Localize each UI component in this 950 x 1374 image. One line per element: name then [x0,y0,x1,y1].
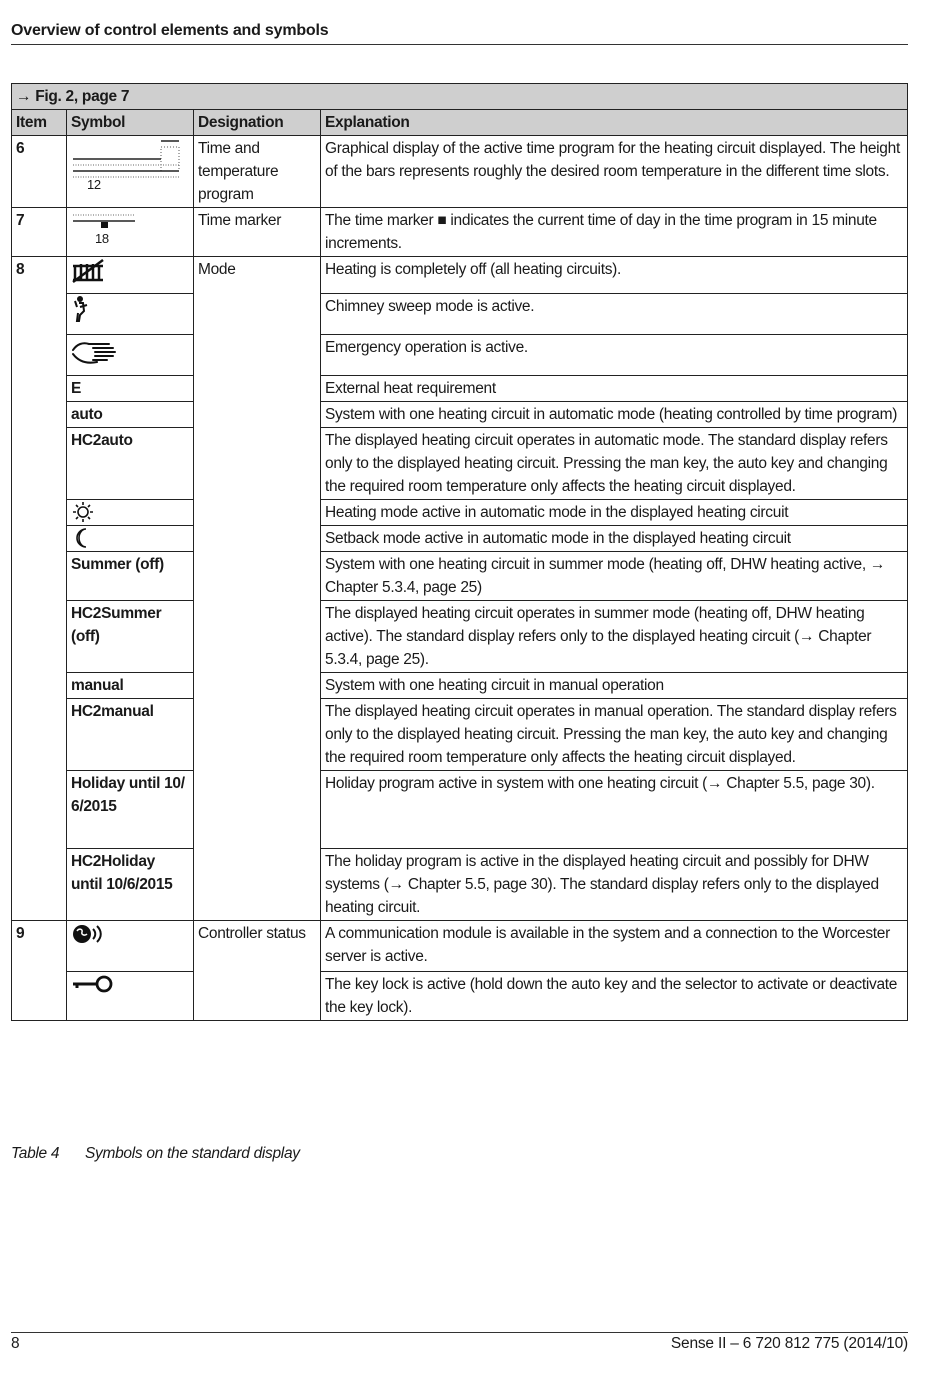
symbol-text: HC2auto [67,428,194,500]
symbol-text: manual [67,673,194,699]
chimney-sweep-icon [71,295,91,323]
emergency-hand-icon [71,336,121,366]
heating-off-icon [71,258,105,284]
symbol-text: HC2Summer (off) [67,601,194,673]
time-axis-label: 18 [95,231,109,246]
header-item: Item [12,110,67,136]
symbol-cell [67,972,194,1021]
table-row [12,428,908,500]
page-header: Overview of control elements and symbols [11,22,908,45]
symbol-cell [67,208,194,257]
symbol-cell [67,500,194,526]
header-explanation: Explanation [321,110,908,136]
explanation: Heating mode active in automatic mode in the displayed heating circuit [321,500,908,526]
explanation: Emergency operation is active. [321,335,908,376]
explanation: The displayed heating circuit operates in manual operation. The standard display refers only to the displayed heating circuit. Pressing the man key, the auto key and changing the required room temperature only affects the heating circuit displayed. [321,699,908,771]
explanation: Chimney sweep mode is active. [321,294,908,335]
symbol-cell [67,294,194,335]
designation: Time marker [194,208,321,257]
designation: Controller status [194,921,321,1021]
item-number: 9 [12,921,67,1021]
designation: Time and temperature program [194,136,321,208]
explanation: The displayed heating circuit operates in automatic mode. The standard display refers only to the displayed heating circuit. Pressing the man key, the auto key and changing the required room temperature only affects the heating circuit displayed. [321,428,908,500]
key-lock-icon [71,973,115,995]
explanation: Holiday program active in system with one heating circuit (→ Chapter 5.5, page 30). [321,771,908,849]
table-row [12,552,908,601]
explanation: Heating is completely off (all heating circuits). [321,257,908,294]
moon-icon [71,527,95,549]
sun-icon [71,501,95,523]
symbol-text: Holiday until 10/ 6/2015 [67,771,194,849]
explanation: A communication module is available in the system and a connection to the Worcester server is active. [321,921,908,972]
table-row-item-8 [12,257,908,294]
item-number: 6 [12,136,67,208]
symbol-cell [67,921,194,972]
footer-divider [11,1332,908,1333]
bar-graph-time-program-icon [71,137,189,201]
explanation: System with one heating circuit in summer mode (heating off, DHW heating active, → Chapter 5.3.4, page 25) [321,552,908,601]
symbol-text: HC2Holiday until 10/6/2015 [67,849,194,921]
header-designation: Designation [194,110,321,136]
symbol-cell [67,136,194,208]
table-row [12,376,908,402]
document-reference: Sense II – 6 720 812 775 (2014/10) [670,1335,908,1352]
page-number: 8 [11,1335,20,1352]
symbol-text: E [67,376,194,402]
table-row [12,335,908,376]
explanation: The holiday program is active in the displayed heating circuit and possibly for DHW systems (→ Chapter 5.5, page 30). The standard display refers only to the displayed heating circuit. [321,849,908,921]
symbol-cell [67,335,194,376]
explanation: External heat requirement [321,376,908,402]
table-row [12,771,908,849]
symbols-table [11,83,908,1021]
table-row [12,402,908,428]
table-row-item-9 [12,921,908,972]
figure-reference: → Fig. 2, page 7 [12,84,908,110]
header-symbol: Symbol [67,110,194,136]
caption-text: Symbols on the standard display [85,1145,300,1162]
explanation: Setback mode active in automatic mode in the displayed heating circuit [321,526,908,552]
item-number: 8 [12,257,67,921]
symbol-text: Summer (off) [67,552,194,601]
globe-connection-icon [71,922,107,946]
table-row [12,526,908,552]
table-row-item-7 [12,208,908,257]
symbol-text: HC2manual [67,699,194,771]
symbol-cell [67,526,194,552]
explanation: The displayed heating circuit operates in summer mode (heating off, DHW heating active). The standard display refers only to the displayed heating circuit (→ Chapter 5.3.4, page 25). [321,601,908,673]
table-header-row [12,110,908,136]
time-axis-label: 12 [87,177,101,192]
explanation: Graphical display of the active time program for the heating circuit displayed. The height of the bars represents roughly the desired room temperature in the different time slots. [321,136,908,208]
explanation: The time marker ■ indicates the current time of day in the time program in 15 minute increments. [321,208,908,257]
item-number: 7 [12,208,67,257]
table-row [12,673,908,699]
table-caption [11,1145,300,1163]
figure-reference-row [12,84,908,110]
table-row [12,849,908,921]
caption-label: Table 4 [11,1145,60,1162]
table-row [12,601,908,673]
table-row [12,294,908,335]
table-row [12,699,908,771]
table-row-item-6 [12,136,908,208]
table-row [12,972,908,1021]
explanation: System with one heating circuit in manual operation [321,673,908,699]
explanation: The key lock is active (hold down the auto key and the selector to activate or deactivate the key lock). [321,972,908,1021]
symbol-text: auto [67,402,194,428]
symbol-cell [67,257,194,294]
time-marker-icon [71,209,189,253]
explanation: System with one heating circuit in automatic mode (heating controlled by time program) [321,402,908,428]
table-row [12,500,908,526]
designation: Mode [194,257,321,921]
